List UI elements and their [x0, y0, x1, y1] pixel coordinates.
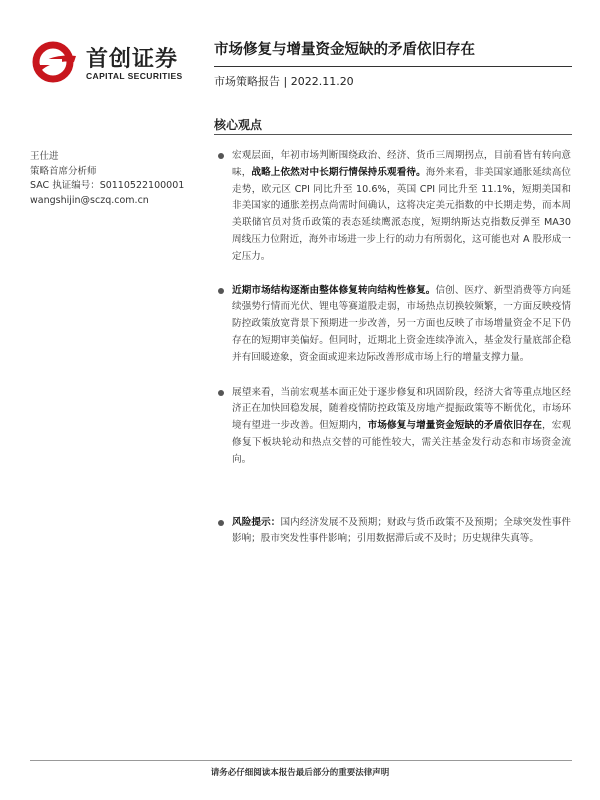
author-name: 王仕进: [30, 151, 59, 162]
bullet-text: 宏观层面，年初市场判断围绕政治、经济、货币三周期拐点，目前看皆有转向意味，: [232, 150, 571, 178]
author-license: SAC 执证编号：S0110522100001: [30, 180, 185, 191]
bullet-risk: [214, 515, 571, 549]
title-divider: [214, 66, 572, 67]
report-type: 市场策略报告: [214, 75, 280, 88]
report-date: 2022.11.20: [290, 75, 354, 88]
logo-text-en: CAPITAL SECURITIES: [86, 71, 183, 81]
bullet-text: 海外来看，非美国家通胀延续高位走势，欧元区 CPI 同比升至 10.6%，英国 CPI 同比升至 11.1%，短期美国和非美国家的通胀差拐点尚需时间确认，这将决定美元指数的中长期走势，而本周美联储官员对货币政策的表态延续鹰派态度，短期纳斯达克指数反弹至 MA30 周线压力位附近，海外市场进一步上行的动力有所弱化，这可能也对 A 股形成一定压力。: [232, 166, 572, 262]
brand-mark-icon: [30, 38, 80, 88]
logo-text-cn: 首创证券: [86, 47, 179, 72]
bullet-dot-icon: [218, 390, 224, 396]
logo: [30, 38, 200, 88]
author-email: wangshijin@sczq.com.cn: [30, 194, 149, 206]
section-divider: [214, 134, 572, 135]
bullet-text: ，宏观修复下板块轮动和热点交替的可能性较大，需关注基金发行动态和市场资金流向。: [232, 420, 572, 465]
bullet-dot-icon: [218, 520, 224, 526]
bullet-dot-icon: [218, 153, 224, 159]
bullet-emphasis: 风险提示：: [232, 516, 281, 528]
bullet-emphasis: 市场修复与增量资金短缺的矛盾依旧存在: [367, 420, 543, 432]
footer-divider: [30, 760, 572, 761]
report-subtitle: [214, 73, 354, 89]
bullet-emphasis: 近期市场结构逐渐由整体修复转向结构性修复。: [232, 284, 436, 296]
bullet-emphasis: 战略上依然对中长期行情保持乐观看待。: [251, 166, 426, 178]
footer-disclaimer: 请务必仔细阅读本报告最后部分的重要法律声明: [210, 768, 390, 778]
subtitle-separator: |: [280, 75, 291, 88]
author-role: 策略首席分析师: [30, 165, 97, 177]
section-heading: 核心观点: [214, 118, 263, 132]
author-block: [30, 150, 184, 208]
key-points: [214, 148, 571, 548]
bullet-structure: [214, 283, 571, 367]
bullet-outlook: [214, 385, 571, 469]
bullet-dot-icon: [218, 288, 224, 294]
report-title: 市场修复与增量资金短缺的矛盾依旧存在: [214, 42, 475, 58]
bullet-text: 展望来看，当前宏观基本面正处于逐步修复和巩固阶段，经济大省等重点地区经济正在加快回稳发展，随着疫情防控政策及房地产提振政策等不断优化，市场环境有望进一步改善。但短期内，: [232, 386, 571, 432]
bullet-macro: [214, 148, 571, 266]
bullet-text: 信创、医疗、新型消费等方向延续强势行情而光伏、锂电等赛道股走弱，市场热点切换较频繁，一方面反映疫情防控政策放宽背景下预期进一步改善，另一方面也反映了市场增量资金不足下仍存在的短期审美偏好。但同时，近期北上资金连续净流入，基金发行量底部企稳并有回暖迹象，资金面或迎来边际改善形成市场上行的增量支撑力量。: [232, 284, 572, 363]
bullet-text: 国内经济发展不及预期；财政与货币政策不及预期；全球突发性事件影响；股市突发性事件影响；引用数据滞后或不及时；历史规律失真等。: [232, 516, 572, 545]
